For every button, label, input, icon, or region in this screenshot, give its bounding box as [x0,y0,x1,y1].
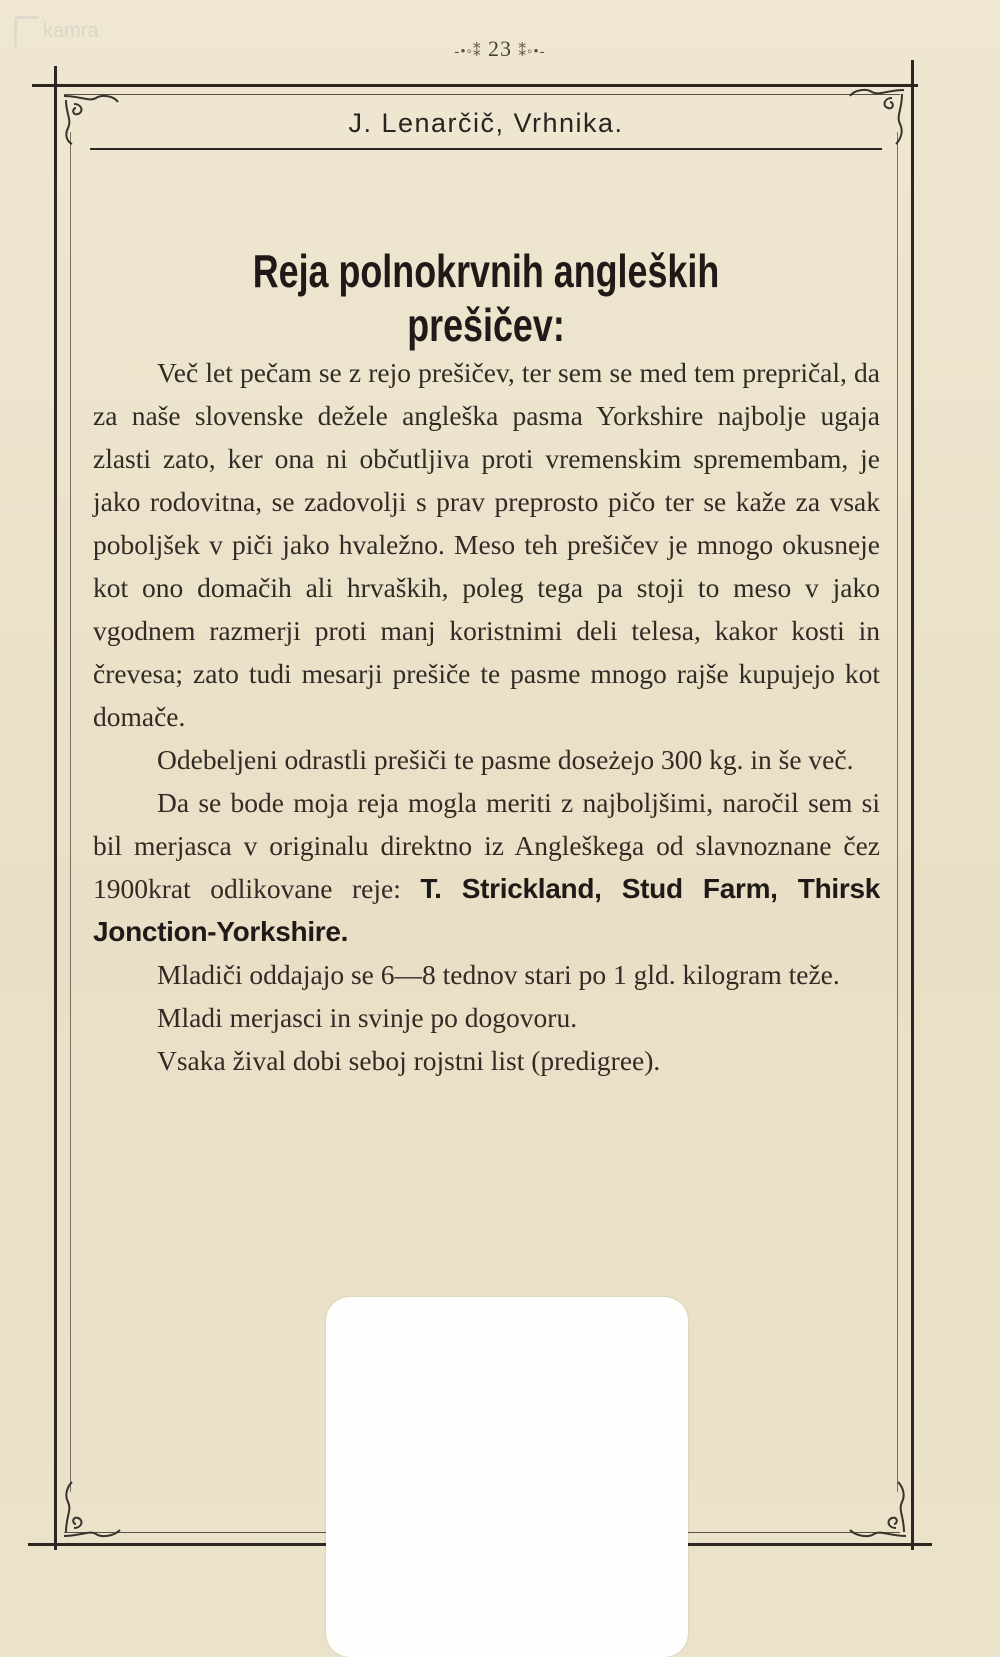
paragraph-breeding-text: Da se bode moja reja mogla meriti z najboljšimi, naročil sem si bil merjasca v originalu direktno iz Angleškega od slavnoznane čez 1900krat odlikovane reje: [93,787,880,904]
corner-flourish-bottom-right-icon [842,1478,912,1547]
page-number-ornament-left-icon: -•◦⁑ [454,44,482,60]
paragraph-boars: Mladi merjasci in svinje po dogovoru. [157,1002,578,1033]
blank-label-sticker [326,1297,688,1657]
frame-border-left [54,66,57,1550]
page-number-value: 23 [488,36,512,61]
page-header: J. Lenarčič, Vrhnika. [348,108,624,138]
paragraph-weight: Odebeljeni odrastli prešiči te pasme doseżejo 300 kg. in še več. [157,744,854,775]
frame-inner-right [897,132,898,1492]
breeder-name: T. Strickland, Stud Farm, Thirsk Jonction-Yorkshire. [93,873,881,947]
page-number-ornament-right-icon: ⁑◦•- [518,44,546,60]
paragraph-pedigree: Vsaka žival dobi seboj rojstni list (predigree). [157,1045,661,1076]
frame-inner-top [64,94,900,95]
paragraph-breeding [93,781,880,953]
frame-border-top [32,84,918,87]
advertisement-title: Reja polnokrvnih angleških prešičev: [252,245,720,351]
watermark-text: kamra [43,20,99,42]
paragraph-intro: Več let pečam se z rejo prešičev, ter sem se med tem prepričal, da za naše slovenske dežele angleška pasma Yorkshire najbolje ugaja zlasti zato, ker ona ni občutljiva proti vremenskim spremembam, je jako rodovitna, se zadovolji s prav preprosto pičo ter se kaže za vsak poboljšek v piči jako hvaležno. Meso teh prešičev je mnogo okusneje kot ono domačih ali hrvaških, poleg tega pa stoji to meso v jako vgodnem razmerji proti manj koristnimi deli telesa, kakor kosti in črevesa; zato tudi mesarji prešiče te pasme mnogo rajše kupujejo kot domače. [93,357,880,732]
header-rule [90,148,882,150]
advertisement-body [93,351,880,1082]
frame-inner-left [70,132,71,1492]
corner-flourish-bottom-left-icon [58,1478,128,1547]
paragraph-piglets: Mladiči oddajajo se 6—8 tednov stari po 1 gld. kilogram teže. [157,959,840,990]
frame-border-right [911,60,914,1550]
page-number [0,36,1000,62]
